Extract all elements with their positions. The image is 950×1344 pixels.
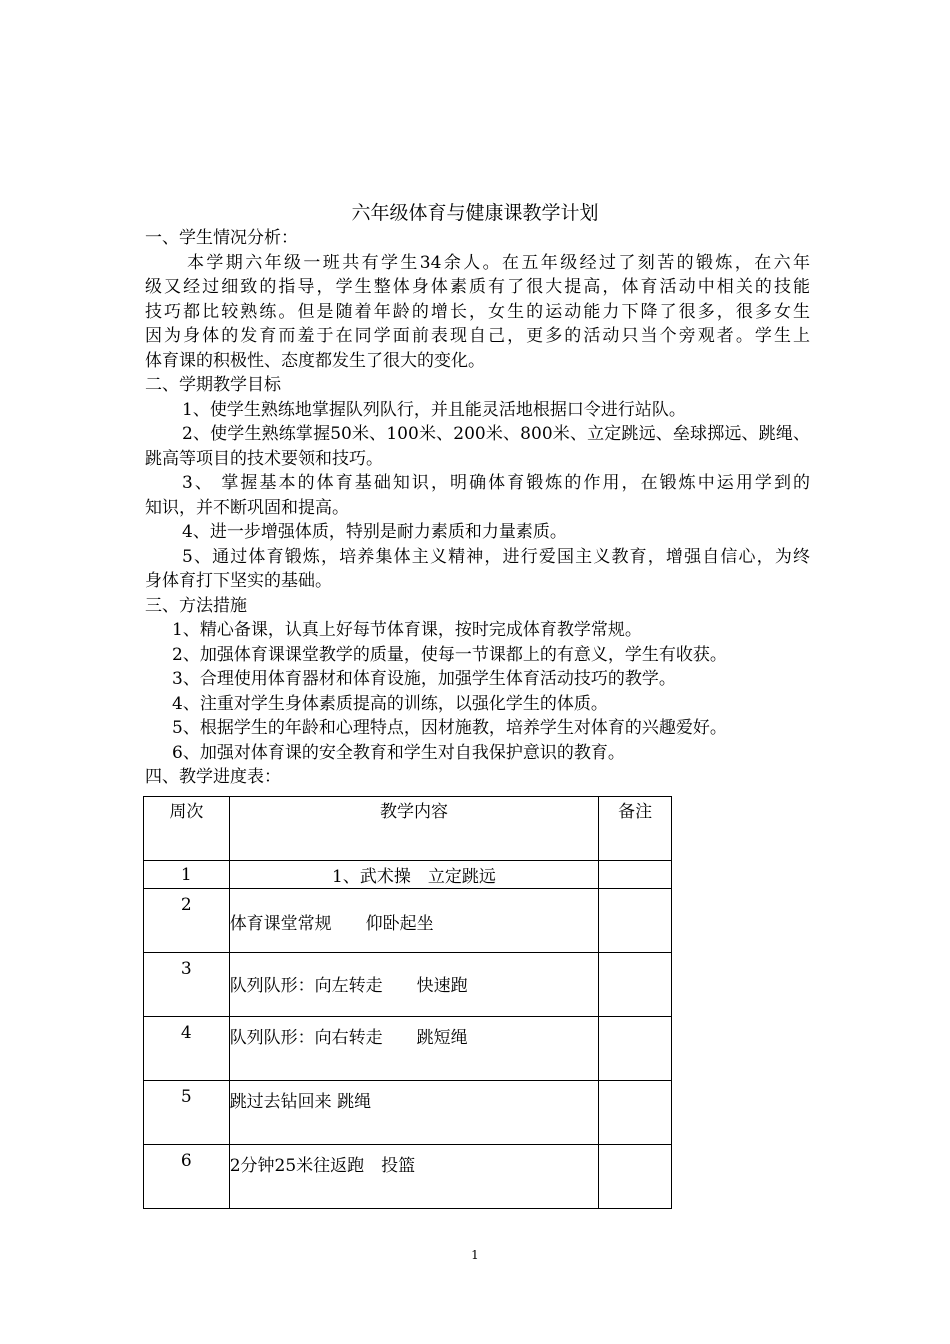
content-cell: 跳过去钻回来 跳绳 <box>229 1081 599 1145</box>
goal-item-continued: 知识，并不断巩固和提高。 <box>145 498 349 518</box>
goal-item: 2、使学生熟练掌握50米、100米、200米、800米、立定跳远、垒球掷远、跳绳、 <box>182 424 810 444</box>
table-row <box>144 1145 672 1209</box>
table-row <box>144 1081 672 1145</box>
section-heading-methods: 三、方法措施 <box>145 596 247 616</box>
method-item: 4、注重对学生身体素质提高的训练，以强化学生的体质。 <box>172 694 608 714</box>
method-item: 6、加强对体育课的安全教育和学生对自我保护意识的教育。 <box>172 743 625 763</box>
note-cell <box>599 1081 672 1145</box>
header-note: 备注 <box>599 797 672 861</box>
paragraph-line: 级又经过细致的指导，学生整体身体素质有了很大提高，体育活动中相关的技能 <box>145 277 810 297</box>
method-item: 1、精心备课，认真上好每节体育课，按时完成体育教学常规。 <box>172 620 642 640</box>
goal-item: 5、通过体育锻炼，培养集体主义精神，进行爱国主义教育，增强自信心，为终 <box>182 547 810 567</box>
section-heading-schedule: 四、教学进度表： <box>145 767 281 787</box>
table-row <box>144 861 672 889</box>
note-cell <box>599 861 672 889</box>
section-heading-goals: 二、学期教学目标 <box>145 375 281 395</box>
week-cell: 6 <box>144 1145 230 1209</box>
header-content: 教学内容 <box>229 797 599 861</box>
week-cell: 1 <box>144 861 230 889</box>
note-cell <box>599 1145 672 1209</box>
paragraph-line: 因为身体的发育而羞于在同学面前表现自己，更多的活动只当个旁观者。学生上 <box>145 326 810 346</box>
section-heading-analysis: 一、学生情况分析： <box>145 228 298 248</box>
table-row <box>144 889 672 953</box>
goal-item: 3、 掌握基本的体育基础知识，明确体育锻炼的作用，在锻炼中运用学到的 <box>182 473 810 493</box>
content-cell: 体育课堂常规 仰卧起坐 <box>229 889 599 953</box>
note-cell <box>599 953 672 1017</box>
goal-item: 1、使学生熟练地掌握队列队行，并且能灵活地根据口令进行站队。 <box>182 400 686 420</box>
method-item: 5、根据学生的年龄和心理特点，因材施教，培养学生对体育的兴趣爱好。 <box>172 718 727 738</box>
table-row <box>144 1017 672 1081</box>
table-row <box>144 953 672 1017</box>
goal-item-continued: 跳高等项目的技术要领和技巧。 <box>145 449 383 469</box>
schedule-table <box>143 796 672 1209</box>
paragraph-line: 本学期六年级一班共有学生34余人。在五年级经过了刻苦的锻炼，在六年 <box>187 253 810 273</box>
paragraph-line: 技巧都比较熟练。但是随着年龄的增长，女生的运动能力下降了很多，很多女生 <box>145 302 810 322</box>
week-cell: 4 <box>144 1017 230 1081</box>
week-cell: 5 <box>144 1081 230 1145</box>
content-cell: 队列队形：向右转走 跳短绳 <box>229 1017 599 1081</box>
goal-item: 4、进一步增强体质，特别是耐力素质和力量素质。 <box>182 522 567 542</box>
header-week: 周次 <box>144 797 230 861</box>
table-header-row <box>144 797 672 861</box>
week-cell: 3 <box>144 953 230 1017</box>
method-item: 3、合理使用体育器材和体育设施，加强学生体育活动技巧的教学。 <box>172 669 676 689</box>
content-cell: 2分钟25米往返跑 投篮 <box>229 1145 599 1209</box>
paragraph-line: 体育课的积极性、态度都发生了很大的变化。 <box>145 351 485 371</box>
page-title: 六年级体育与健康课教学计划 <box>351 202 599 224</box>
content-cell: 队列队形：向左转走 快速跑 <box>229 953 599 1017</box>
note-cell <box>599 1017 672 1081</box>
week-cell: 2 <box>144 889 230 953</box>
note-cell <box>599 889 672 953</box>
goal-item-continued: 身体育打下坚实的基础。 <box>145 571 332 591</box>
page-number: 1 <box>471 1248 479 1262</box>
content-cell: 1、武术操 立定跳远 <box>229 861 599 889</box>
method-item: 2、加强体育课课堂教学的质量，使每一节课都上的有意义，学生有收获。 <box>172 645 727 665</box>
